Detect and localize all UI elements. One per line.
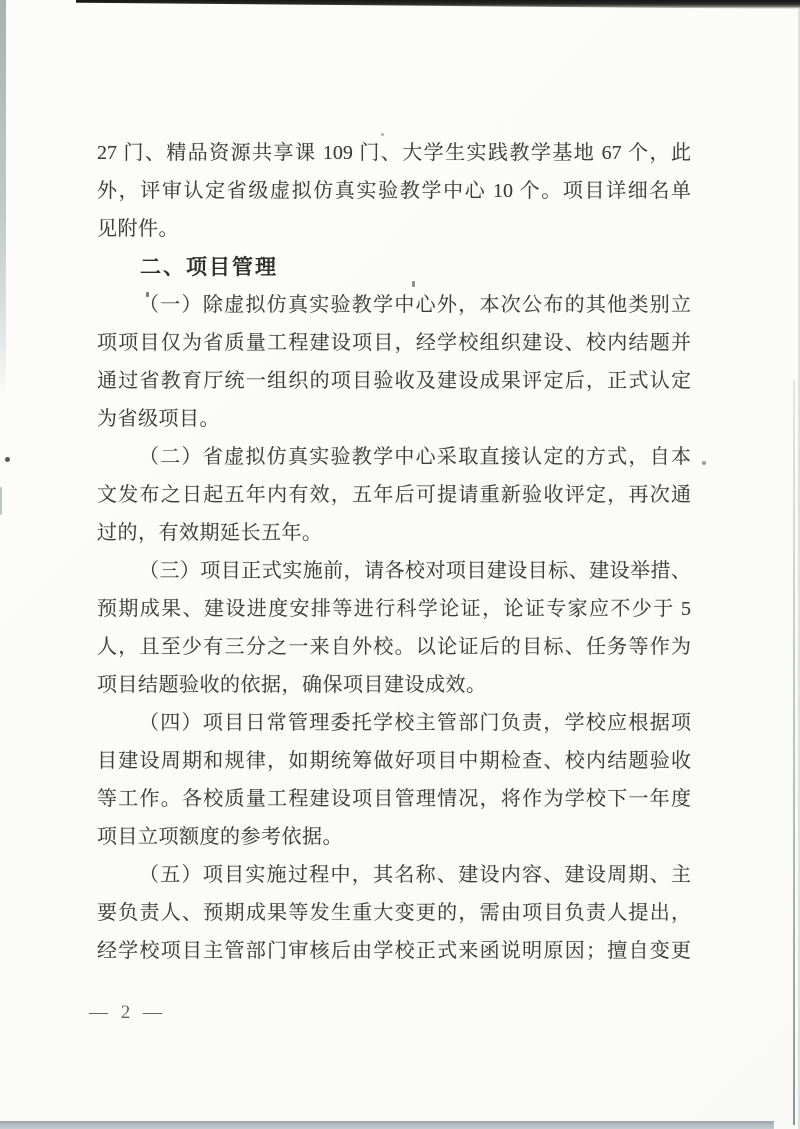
scan-edge-top <box>76 0 800 9</box>
scan-speck <box>0 487 2 515</box>
text-line: 27 门、精品资源共享课 109 门、大学生实践教学基地 67 个，此 <box>97 142 691 164</box>
scan-speck <box>702 461 706 465</box>
text-line: 项项目仅为省质量工程建设项目，经学校组织建设、校内结题并 <box>97 332 691 354</box>
text-line: 等工作。各校质量工程建设项目管理情况，将作为学校下一年度 <box>97 788 691 810</box>
text-line: （四）项目日常管理委托学校主管部门负责，学校应根据项 <box>139 712 691 734</box>
text-line: （三）项目正式实施前，请各校对项目建设目标、建设举措、 <box>139 560 691 582</box>
text-line: 经学校项目主管部门审核后由学校正式来函说明原因；擅自变更 <box>97 940 691 962</box>
text-line: 为省级项目。 <box>97 408 220 430</box>
section-heading: 二、项目管理 <box>140 255 278 279</box>
text-line: 文发布之日起五年内有效，五年后可提请重新验收评定，再次通 <box>97 484 691 506</box>
text-line: 项目结题验收的依据，确保项目建设成效。 <box>97 674 487 696</box>
text-line: （二）省虚拟仿真实验教学中心采取直接认定的方式，自本 <box>139 446 691 468</box>
page-number: — 2 — <box>89 1002 166 1023</box>
scan-edge-bottom <box>0 1121 774 1129</box>
text-line: 人，且至少有三分之一来自外校。以论证后的目标、任务等作为 <box>97 636 691 658</box>
text-line: 目建设周期和规律，如期统筹做好项目中期检查、校内结题验收 <box>97 750 691 772</box>
scan-speck <box>5 457 10 462</box>
scan-edge-right-line <box>793 380 795 1125</box>
text-line: （五）项目实施过程中，其名称、建设内容、建设周期、主 <box>139 864 691 886</box>
document-text-block <box>97 134 691 970</box>
text-line: 见附件。 <box>97 218 179 240</box>
text-line: 外，评审认定省级虚拟仿真实验教学中心 10 个。项目详细名单 <box>97 180 691 202</box>
text-line: 要负责人、预期成果等发生重大变更的，需由项目负责人提出， <box>97 902 691 924</box>
scan-edge-left <box>0 0 6 396</box>
text-line: 预期成果、建设进度安排等进行科学论证，论证专家应不少于 5 <box>97 598 691 620</box>
text-line: 通过省教育厅统一组织的项目验收及建设成果评定后，正式认定 <box>97 370 691 392</box>
text-line: 过的，有效期延长五年。 <box>97 522 323 544</box>
text-line: （一）除虚拟仿真实验教学中心外，本次公布的其他类别立 <box>139 294 691 316</box>
text-line: 项目立项额度的参考依据。 <box>97 826 343 848</box>
